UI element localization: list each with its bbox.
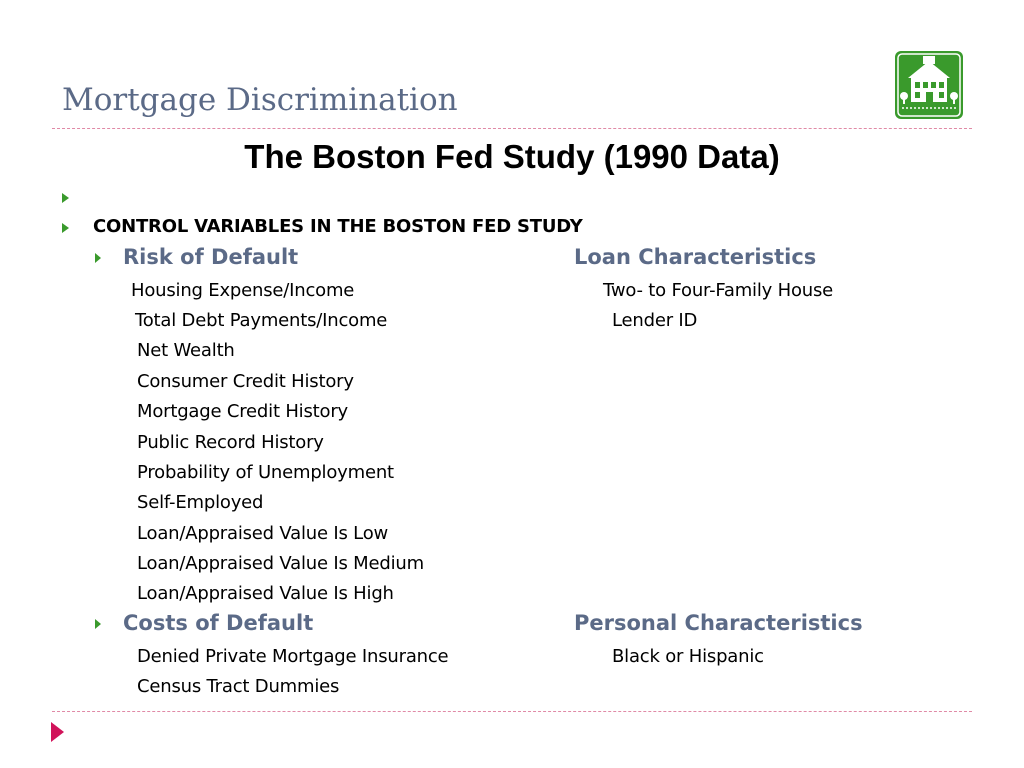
- group-label-costs-of-default: Costs of Default: [123, 611, 314, 635]
- triangle-bullet-icon: [95, 253, 101, 263]
- list-item: Lender ID: [612, 310, 698, 331]
- list-item: Mortgage Credit History: [137, 401, 348, 422]
- list-item: Total Debt Payments/Income: [135, 310, 388, 331]
- triangle-bullet-icon: [62, 223, 69, 233]
- list-item: Public Record History: [137, 432, 324, 453]
- group-label-risk-of-default: Risk of Default: [123, 245, 299, 269]
- footer-divider: [52, 711, 972, 712]
- triangle-bullet-icon: [95, 619, 101, 629]
- list-item: Loan/Appraised Value Is Medium: [137, 553, 424, 574]
- list-item: Housing Expense/Income: [131, 280, 355, 301]
- list-item: Denied Private Mortgage Insurance: [137, 646, 449, 667]
- list-item: Net Wealth: [137, 340, 235, 361]
- list-item: Two- to Four-Family House: [603, 280, 834, 301]
- list-item: Loan/Appraised Value Is High: [137, 583, 394, 604]
- slide-header-title: Mortgage Discrimination: [62, 82, 458, 118]
- list-item: Self-Employed: [137, 492, 264, 513]
- section-heading: CONTROL VARIABLES IN THE BOSTON FED STUDY: [93, 216, 583, 237]
- list-item: Black or Hispanic: [612, 646, 764, 667]
- triangle-bullet-icon: [62, 193, 69, 203]
- next-slide-arrow-icon[interactable]: [51, 722, 64, 742]
- list-item: Census Tract Dummies: [137, 676, 340, 697]
- house-icon: [894, 50, 964, 120]
- header-divider: [52, 128, 972, 129]
- group-label-personal-characteristics: Personal Characteristics: [574, 611, 863, 635]
- main-title: The Boston Fed Study (1990 Data): [244, 138, 780, 175]
- list-item: Probability of Unemployment: [137, 462, 394, 483]
- list-item: Loan/Appraised Value Is Low: [137, 523, 389, 544]
- group-label-loan-characteristics: Loan Characteristics: [574, 245, 817, 269]
- list-item: Consumer Credit History: [137, 371, 354, 392]
